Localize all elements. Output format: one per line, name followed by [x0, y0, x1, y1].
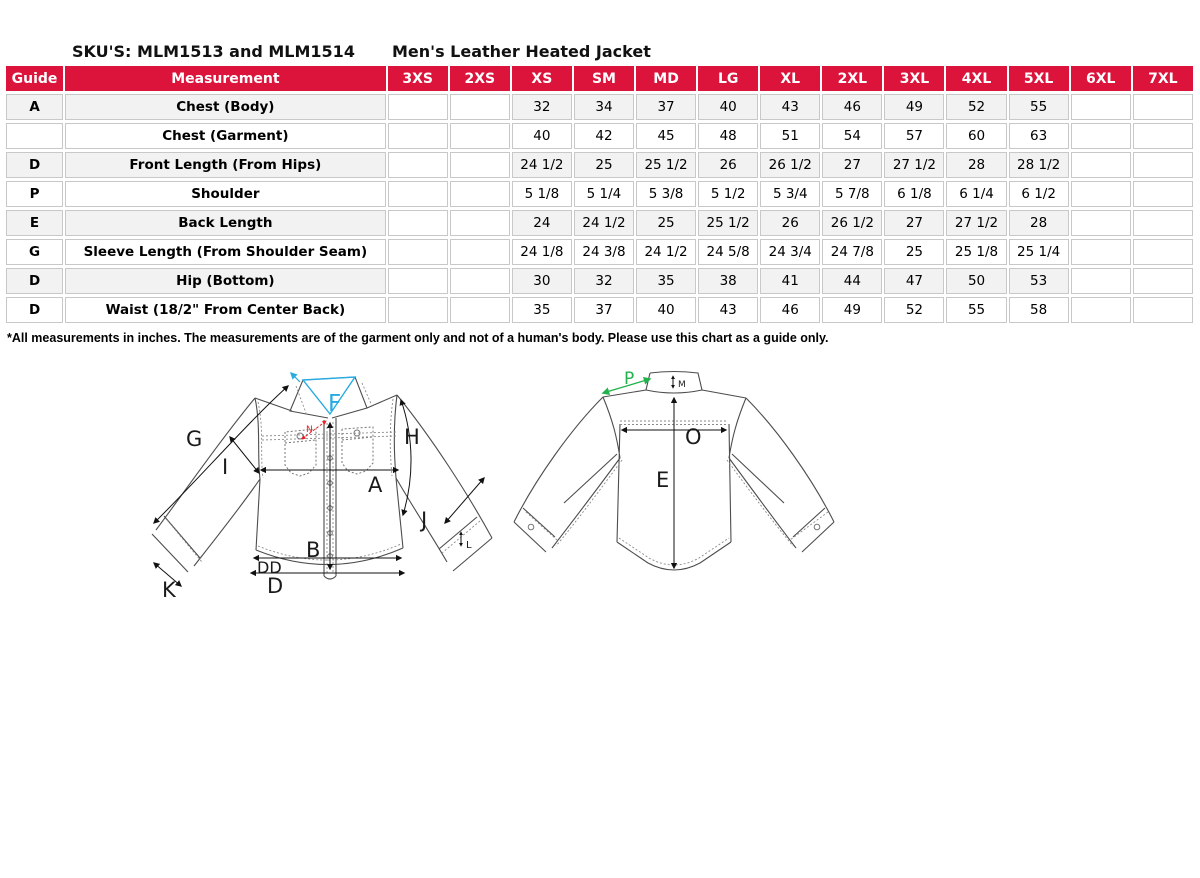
value-cell: 43 [698, 297, 758, 323]
value-cell: 38 [698, 268, 758, 294]
value-cell: 34 [574, 94, 634, 120]
value-cell: 42 [574, 123, 634, 149]
value-cell [1071, 239, 1131, 265]
value-cell [450, 297, 510, 323]
value-cell: 41 [760, 268, 820, 294]
measure-arrow-I [230, 437, 259, 473]
value-cell: 28 [946, 152, 1006, 178]
guide-cell: D [6, 268, 63, 294]
value-cell: 48 [698, 123, 758, 149]
value-cell [450, 94, 510, 120]
column-header-size: MD [636, 66, 696, 91]
column-header-size: 3XS [388, 66, 448, 91]
guide-cell: D [6, 297, 63, 323]
value-cell: 24 7/8 [822, 239, 882, 265]
value-cell [388, 210, 448, 236]
value-cell: 40 [698, 94, 758, 120]
front-jacket-outline [152, 377, 492, 579]
value-cell: 26 1/2 [760, 152, 820, 178]
value-cell [1133, 181, 1193, 207]
value-cell: 49 [822, 297, 882, 323]
sku-title: SKU'S: MLM1513 and MLM1514 [72, 42, 355, 61]
guide-cell [6, 123, 63, 149]
value-cell: 27 [884, 210, 944, 236]
back-view-drawing [514, 369, 834, 570]
value-cell: 26 [760, 210, 820, 236]
title-bar [0, 42, 1200, 62]
value-cell [388, 181, 448, 207]
front-label-N: N [306, 425, 313, 435]
value-cell: 26 [698, 152, 758, 178]
measurement-cell: Sleeve Length (From Shoulder Seam) [65, 239, 386, 265]
value-cell: 30 [512, 268, 572, 294]
back-label-E: E [656, 468, 670, 492]
value-cell [388, 94, 448, 120]
value-cell: 55 [946, 297, 1006, 323]
value-cell: 46 [760, 297, 820, 323]
value-cell [1071, 181, 1131, 207]
measure-arrow-G [154, 386, 288, 523]
value-cell: 52 [946, 94, 1006, 120]
measurement-cell: Chest (Body) [65, 94, 386, 120]
value-cell: 24 1/8 [512, 239, 572, 265]
column-header-size: 5XL [1009, 66, 1069, 91]
value-cell [1133, 152, 1193, 178]
value-cell [1133, 123, 1193, 149]
front-label-G: G [186, 427, 203, 451]
guide-cell: E [6, 210, 63, 236]
value-cell: 25 [884, 239, 944, 265]
front-label-A: A [368, 473, 383, 497]
value-cell: 63 [1009, 123, 1069, 149]
header-row [6, 66, 1193, 91]
measurement-cell: Front Length (From Hips) [65, 152, 386, 178]
value-cell [1133, 239, 1193, 265]
value-cell: 46 [822, 94, 882, 120]
guide-cell: A [6, 94, 63, 120]
column-header-size: 2XL [822, 66, 882, 91]
table-row [6, 181, 1193, 207]
value-cell: 43 [760, 94, 820, 120]
back-stitch-lines [526, 421, 828, 565]
jacket-diagram-svg [140, 366, 900, 638]
value-cell [388, 268, 448, 294]
value-cell [1071, 152, 1131, 178]
value-cell [1133, 210, 1193, 236]
value-cell: 25 1/8 [946, 239, 1006, 265]
front-label-J: J [421, 508, 428, 532]
measurement-cell: Chest (Garment) [65, 123, 386, 149]
value-cell: 50 [946, 268, 1006, 294]
value-cell [1133, 268, 1193, 294]
value-cell [388, 297, 448, 323]
value-cell: 24 5/8 [698, 239, 758, 265]
table-row [6, 239, 1193, 265]
value-cell: 27 [822, 152, 882, 178]
measurement-cell: Hip (Bottom) [65, 268, 386, 294]
value-cell: 25 [574, 152, 634, 178]
measurement-cell: Back Length [65, 210, 386, 236]
value-cell [450, 123, 510, 149]
measurement-cell: Shoulder [65, 181, 386, 207]
value-cell: 58 [1009, 297, 1069, 323]
column-header-size: XL [760, 66, 820, 91]
size-chart-table [4, 63, 1195, 326]
measurement-cell: Waist (18/2" From Center Back) [65, 297, 386, 323]
value-cell [1071, 268, 1131, 294]
value-cell: 40 [636, 297, 696, 323]
value-cell [450, 210, 510, 236]
value-cell: 55 [1009, 94, 1069, 120]
value-cell: 25 1/2 [698, 210, 758, 236]
value-cell [388, 239, 448, 265]
table-row [6, 297, 1193, 323]
value-cell: 37 [636, 94, 696, 120]
value-cell: 6 1/2 [1009, 181, 1069, 207]
front-label-H: H [404, 425, 420, 449]
back-label-O: O [685, 425, 702, 449]
value-cell: 25 [636, 210, 696, 236]
value-cell: 24 1/2 [636, 239, 696, 265]
value-cell [1071, 210, 1131, 236]
value-cell: 24 1/2 [574, 210, 634, 236]
value-cell: 35 [636, 268, 696, 294]
table-row [6, 268, 1193, 294]
value-cell [450, 268, 510, 294]
value-cell: 5 1/4 [574, 181, 634, 207]
front-label-D: D [267, 574, 284, 598]
column-header-measurement: Measurement [65, 66, 386, 91]
front-label-I: I [222, 455, 229, 479]
value-cell [1071, 94, 1131, 120]
value-cell: 24 3/4 [760, 239, 820, 265]
product-title: Men's Leather Heated Jacket [392, 42, 651, 61]
back-label-P: P [624, 369, 635, 389]
value-cell: 5 1/8 [512, 181, 572, 207]
column-header-size: 4XL [946, 66, 1006, 91]
value-cell: 5 1/2 [698, 181, 758, 207]
value-cell: 5 3/4 [760, 181, 820, 207]
jacket-measurement-diagram [140, 366, 900, 638]
size-table-body [6, 94, 1193, 323]
front-label-K: K [162, 578, 176, 602]
value-cell [388, 152, 448, 178]
value-cell [1071, 297, 1131, 323]
value-cell [450, 181, 510, 207]
value-cell: 24 3/8 [574, 239, 634, 265]
table-row [6, 94, 1193, 120]
value-cell [1133, 94, 1193, 120]
value-cell: 27 1/2 [884, 152, 944, 178]
value-cell: 53 [1009, 268, 1069, 294]
value-cell: 54 [822, 123, 882, 149]
value-cell: 6 1/8 [884, 181, 944, 207]
measure-arrow-H [401, 400, 411, 515]
value-cell [450, 152, 510, 178]
value-cell [388, 123, 448, 149]
table-row [6, 123, 1193, 149]
value-cell: 51 [760, 123, 820, 149]
value-cell: 26 1/2 [822, 210, 882, 236]
front-label-DD: DD [257, 558, 282, 577]
value-cell [450, 239, 510, 265]
value-cell: 28 [1009, 210, 1069, 236]
column-header-guide: Guide [6, 66, 63, 91]
value-cell: 24 [512, 210, 572, 236]
value-cell: 49 [884, 94, 944, 120]
measure-arrow-J [445, 478, 484, 523]
value-cell: 27 1/2 [946, 210, 1006, 236]
value-cell: 47 [884, 268, 944, 294]
value-cell: 5 7/8 [822, 181, 882, 207]
value-cell: 24 1/2 [512, 152, 572, 178]
table-row [6, 210, 1193, 236]
footnote: *All measurements in inches. The measurements are of the garment only and not of a human's body. Please use this chart as a guide only. [7, 331, 829, 345]
value-cell [1133, 297, 1193, 323]
value-cell: 32 [512, 94, 572, 120]
value-cell: 37 [574, 297, 634, 323]
guide-cell: P [6, 181, 63, 207]
column-header-size: XS [512, 66, 572, 91]
front-view-drawing [152, 373, 492, 602]
column-header-size: 3XL [884, 66, 944, 91]
front-label-L: L [466, 540, 472, 551]
table-row [6, 152, 1193, 178]
column-header-size: 2XS [450, 66, 510, 91]
value-cell: 44 [822, 268, 882, 294]
front-label-B: B [306, 538, 321, 562]
value-cell: 35 [512, 297, 572, 323]
value-cell: 6 1/4 [946, 181, 1006, 207]
value-cell: 25 1/4 [1009, 239, 1069, 265]
guide-cell: G [6, 239, 63, 265]
value-cell: 32 [574, 268, 634, 294]
value-cell: 57 [884, 123, 944, 149]
value-cell [1071, 123, 1131, 149]
value-cell: 28 1/2 [1009, 152, 1069, 178]
value-cell: 52 [884, 297, 944, 323]
value-cell: 5 3/8 [636, 181, 696, 207]
value-cell: 40 [512, 123, 572, 149]
collar-arrow [291, 373, 300, 382]
column-header-size: SM [574, 66, 634, 91]
value-cell: 25 1/2 [636, 152, 696, 178]
column-header-size: LG [698, 66, 758, 91]
front-label-F: F [328, 391, 342, 417]
value-cell: 60 [946, 123, 1006, 149]
back-label-M: M [678, 380, 686, 390]
value-cell: 45 [636, 123, 696, 149]
guide-cell: D [6, 152, 63, 178]
column-header-size: 7XL [1133, 66, 1193, 91]
column-header-size: 6XL [1071, 66, 1131, 91]
